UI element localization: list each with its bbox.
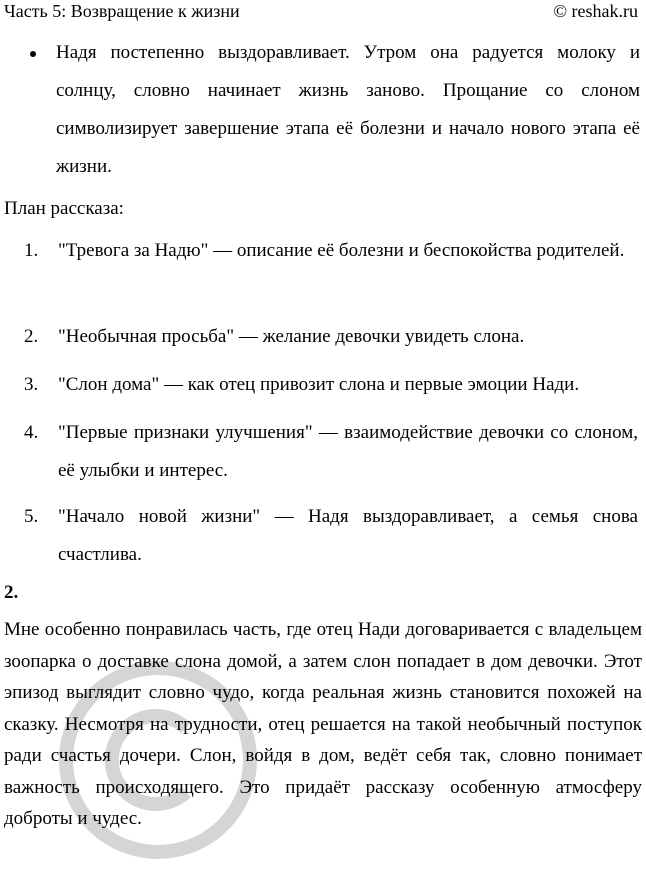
chapter-title: Часть 5: Возвращение к жизни <box>4 1 240 21</box>
plan-item-number: 3. <box>24 374 39 395</box>
plan-item-number: 4. <box>24 422 39 443</box>
plan-item-text: "Начало новой жизни" — Надя выздоравливает, а семья снова счастлива. <box>58 506 638 565</box>
plan-item-number: 5. <box>24 506 39 527</box>
page-header <box>4 0 638 26</box>
plan-item-number: 2. <box>24 326 39 347</box>
bullet-dot-icon <box>30 51 36 57</box>
plan-item-text: "Необычная просьба" — желание девочки увидеть слона. <box>58 326 525 347</box>
plan-item-text: "Слон дома" — как отец привозит слона и первые эмоции Нади. <box>58 374 580 395</box>
plan-title: План рассказа: <box>4 198 124 219</box>
bullet-text: Надя постепенно выздоравливает. Утром она радуется молоку и солнцу, словно начинает жизнь заново. Прощание со слоном символизирует завершение этапа её болезни и начало нового этапа её жизни. <box>56 42 640 177</box>
section-paragraph: Мне особенно понравилась часть, где отец Нади договаривается с владельцем зоопарка о доставке слона домой, а затем слон попадает в дом девочки. Этот эпизод выглядит словно чудо, когда реальная жизнь становится похожей на сказку. Несмотря на трудности, отец решается на такой необычный поступок ради счастья дочери. Слон, войдя в дом, ведёт себя так, словно понимает важность происходящего. Это придаёт рассказу особенную атмосферу доброты и чудес. <box>4 619 642 829</box>
section-number: 2. <box>4 582 19 603</box>
plan-item-text: "Первые признаки улучшения" — взаимодействие девочки со слоном, её улыбки и интерес. <box>58 422 638 481</box>
site-credit: © reshak.ru <box>553 1 638 21</box>
plan-item-number: 1. <box>24 240 39 261</box>
plan-item-text: "Тревога за Надю" — описание её болезни и беспокойства родителей. <box>58 240 625 261</box>
